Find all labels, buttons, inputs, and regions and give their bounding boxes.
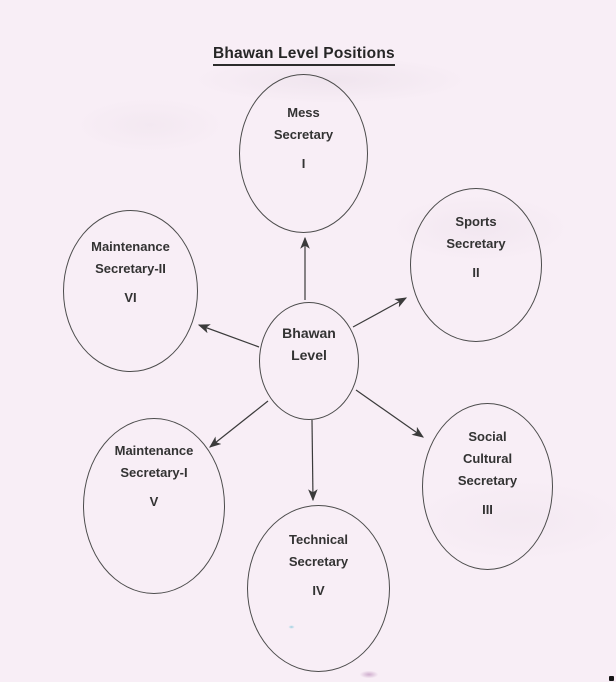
arrow-center-to-sports [353,298,406,327]
arrow-center-to-maintenance-1 [210,401,268,447]
node-label-line: Social [468,429,507,444]
scan-smudge [358,670,380,679]
node-label-line: Technical [288,532,348,547]
node-label-line: Secretary [273,127,334,142]
node-bhawan-level [259,302,359,420]
arrow-center-to-technical [312,420,313,500]
scan-smudge [288,625,295,629]
node-label-line: Secretary-II [95,261,166,276]
node-label-line: Secretary [446,236,506,251]
node-maintenance-secretary-2 [63,210,198,372]
node-numeral: VI [124,290,137,305]
node-label-line: Sports [455,214,497,229]
node-label-line: Maintenance [114,443,194,458]
center-label-line: Level [291,347,327,363]
node-sports-secretary [410,188,542,342]
node-numeral: IV [312,583,325,598]
scan-dot [609,676,614,681]
arrow-center-to-maintenance-2 [199,325,259,347]
arrow-center-to-social-cultural [356,390,423,437]
node-numeral: II [472,265,480,280]
page-title: Bhawan Level Positions [213,45,395,66]
node-label-line: Mess [287,105,320,120]
node-label-line: Maintenance [91,239,170,254]
node-label-line: Cultural [462,451,513,466]
node-label-line: Secretary [288,554,349,569]
node-social-cultural-secretary [422,403,553,570]
node-numeral: V [149,494,159,509]
node-mess-secretary [239,74,368,233]
node-label-line: Secretary-I [120,465,188,480]
node-numeral: III [482,502,493,517]
node-technical-secretary [247,505,390,672]
node-label-line: Secretary [457,473,518,488]
node-numeral: I [301,156,306,171]
center-label-line: Bhawan [282,325,336,341]
node-maintenance-secretary-1 [83,418,225,594]
